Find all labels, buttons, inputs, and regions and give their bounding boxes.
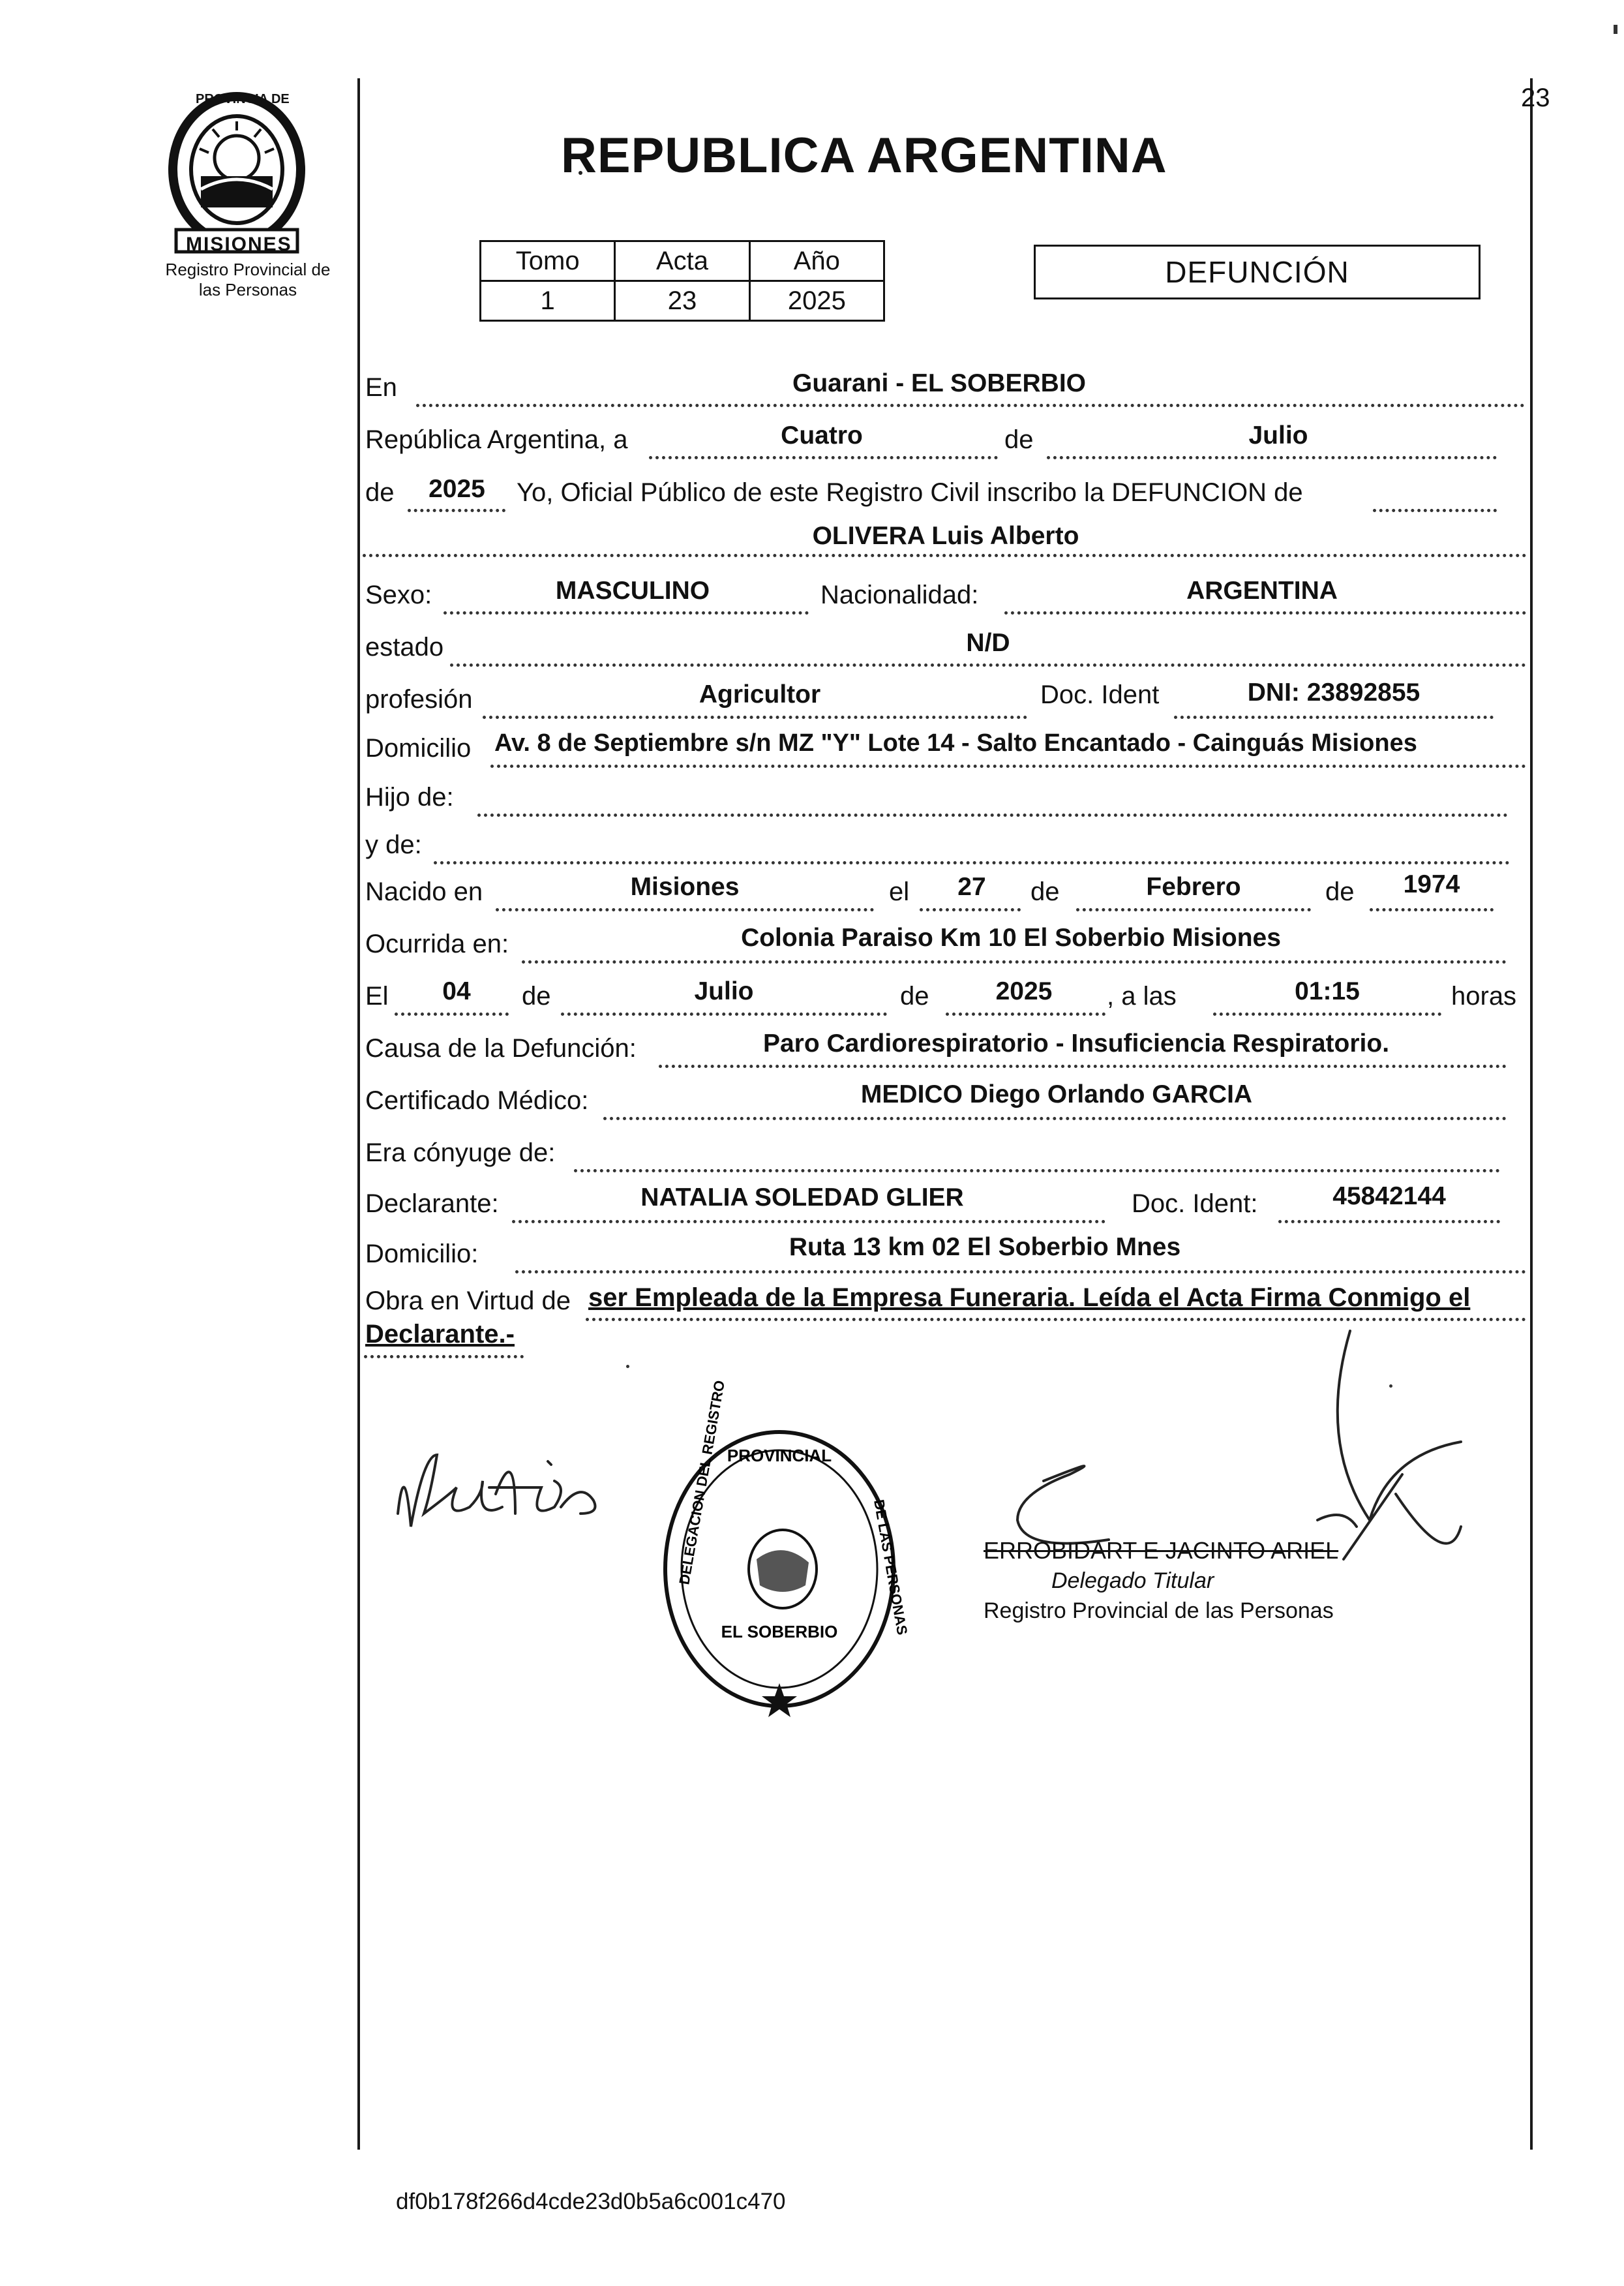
delegation-seal (659, 1379, 911, 1716)
declarante-label: Declarante: (365, 1189, 499, 1218)
record-header-acta: Acta (615, 241, 749, 281)
emblem-bottom-text: MISIONES (186, 234, 292, 255)
obra-label: Obra en Virtud de (365, 1287, 571, 1315)
scan-speck (626, 1365, 629, 1368)
scan-speck (1614, 25, 1617, 34)
de-label-2: de (365, 478, 395, 507)
right-margin-rule (1530, 78, 1533, 2150)
emblem-top-text: PROVINCIA DE (196, 92, 290, 106)
nacido-value: Misiones (630, 873, 740, 901)
svg-text:EL SOBERBIO: EL SOBERBIO (721, 1622, 838, 1641)
yo-field (1373, 478, 1497, 512)
doc-ident-label: Doc. Ident (1040, 680, 1160, 709)
official-title: Delegado Titular (1051, 1568, 1214, 1593)
sexo-value: MASCULINO (555, 577, 710, 605)
record-header-anio: Año (749, 241, 884, 281)
deceased-name: OLIVERA Luis Alberto (812, 522, 1079, 550)
record-value-anio: 2025 (749, 281, 884, 321)
doc-ident-value: DNI: 23892855 (1247, 678, 1421, 707)
record-type-box: DEFUNCIÓN (1034, 245, 1481, 299)
year-value: 2025 (429, 475, 485, 503)
horas-label: horas (1451, 982, 1517, 1011)
domicilio-label: Domicilio (365, 734, 472, 763)
registry-caption-line2: las Personas (198, 280, 297, 299)
death-de-label-1: de (522, 982, 551, 1011)
birth-day: 27 (957, 873, 986, 901)
day-value: Cuatro (781, 421, 863, 450)
causa-label: Causa de la Defunción: (365, 1034, 637, 1063)
svg-text:DELEGACION DEL REGISTRO: DELEGACION DEL REGISTRO (676, 1379, 729, 1586)
svg-text:PROVINCIAL: PROVINCIAL (727, 1446, 832, 1465)
svg-text:DE LAS PERSONAS: DE LAS PERSONAS (871, 1498, 911, 1636)
registry-caption (117, 260, 378, 300)
left-margin-rule (357, 78, 360, 2150)
de-label-1: de (1004, 425, 1034, 454)
obra-value-line1: ser Empleada de la Empresa Funeraria. Leída el Acta Firma Conmigo el (588, 1283, 1471, 1312)
record-value-acta: 23 (615, 281, 749, 321)
birth-de-label-1: de (1030, 877, 1060, 906)
record-value-tomo: 1 (481, 281, 615, 321)
domicilio2-label: Domicilio: (365, 1240, 479, 1268)
provincial-emblem-logo (162, 85, 312, 258)
profesion-value: Agricultor (699, 680, 821, 709)
ocurrida-label: Ocurrida en: (365, 930, 509, 958)
obra-value-line2: Declarante.- (365, 1320, 515, 1349)
death-year: 2025 (995, 977, 1053, 1005)
declarante-value: NATALIA SOLEDAD GLIER (640, 1183, 964, 1212)
en-value: Guarani - EL SOBERBIO (792, 369, 1087, 397)
nacido-label: Nacido en (365, 877, 483, 906)
official-name: ERROBIDART E JACINTO ARIEL (984, 1537, 1339, 1564)
registry-caption-line1: Registro Provincial de (165, 260, 331, 279)
official-registry: Registro Provincial de las Personas (984, 1598, 1334, 1623)
declarant-signature (385, 1416, 620, 1546)
en-label: En (365, 373, 397, 402)
death-month: Julio (694, 977, 754, 1005)
profesion-label: profesión (365, 685, 473, 714)
document-hash: df0b178f266d4cde23d0b5a6c001c470 (396, 2189, 786, 2214)
y-de-field (434, 831, 1510, 864)
nacionalidad-label: Nacionalidad: (820, 581, 979, 609)
birth-month: Febrero (1146, 873, 1241, 901)
y-de-label: y de: (365, 831, 422, 859)
hijo-label: Hijo de: (365, 783, 454, 812)
certificado-label: Certificado Médico: (365, 1086, 589, 1115)
republica-label: República Argentina, a (365, 425, 628, 454)
conyuge-label: Era cónyuge de: (365, 1138, 556, 1167)
death-time: 01:15 (1295, 977, 1360, 1005)
birth-year: 1974 (1403, 870, 1460, 898)
el-label: el (889, 877, 910, 906)
death-day: 04 (442, 977, 471, 1005)
doc-ident2-value: 45842144 (1332, 1182, 1446, 1210)
hijo-field (477, 783, 1508, 817)
conyuge-field (574, 1138, 1500, 1172)
ocurrida-value: Colonia Paraiso Km 10 El Soberbio Misiones (741, 924, 1281, 952)
causa-value: Paro Cardiorespiratorio - Insuficiencia Respiratorio. (762, 1029, 1390, 1058)
el2-label: El (365, 982, 389, 1011)
sexo-label: Sexo: (365, 581, 432, 609)
doc-ident2-label: Doc. Ident: (1132, 1189, 1258, 1218)
record-header-tomo: Tomo (481, 241, 615, 281)
birth-de-label-2: de (1325, 877, 1355, 906)
death-de-label-2: de (900, 982, 929, 1011)
domicilio-value: Av. 8 de Septiembre s/n MZ "Y" Lote 14 - Salto Encantado - Cainguás Misiones (494, 729, 1417, 757)
yo-text: Yo, Oficial Público de este Registro Civil inscribo la DEFUNCION de (517, 478, 1303, 507)
estado-value: N/D (966, 629, 1010, 657)
nacionalidad-value: ARGENTINA (1186, 577, 1338, 605)
a-las-label: , a las (1107, 982, 1177, 1011)
estado-label: estado (365, 633, 444, 662)
certificado-value: MEDICO Diego Orlando GARCIA (860, 1080, 1253, 1108)
month-value: Julio (1248, 421, 1308, 450)
domicilio2-value: Ruta 13 km 02 El Soberbio Mnes (789, 1233, 1181, 1261)
page-number: 23 (1521, 84, 1550, 112)
record-table (479, 240, 885, 322)
page-title: REPUBLICA ARGENTINA (561, 128, 1167, 183)
